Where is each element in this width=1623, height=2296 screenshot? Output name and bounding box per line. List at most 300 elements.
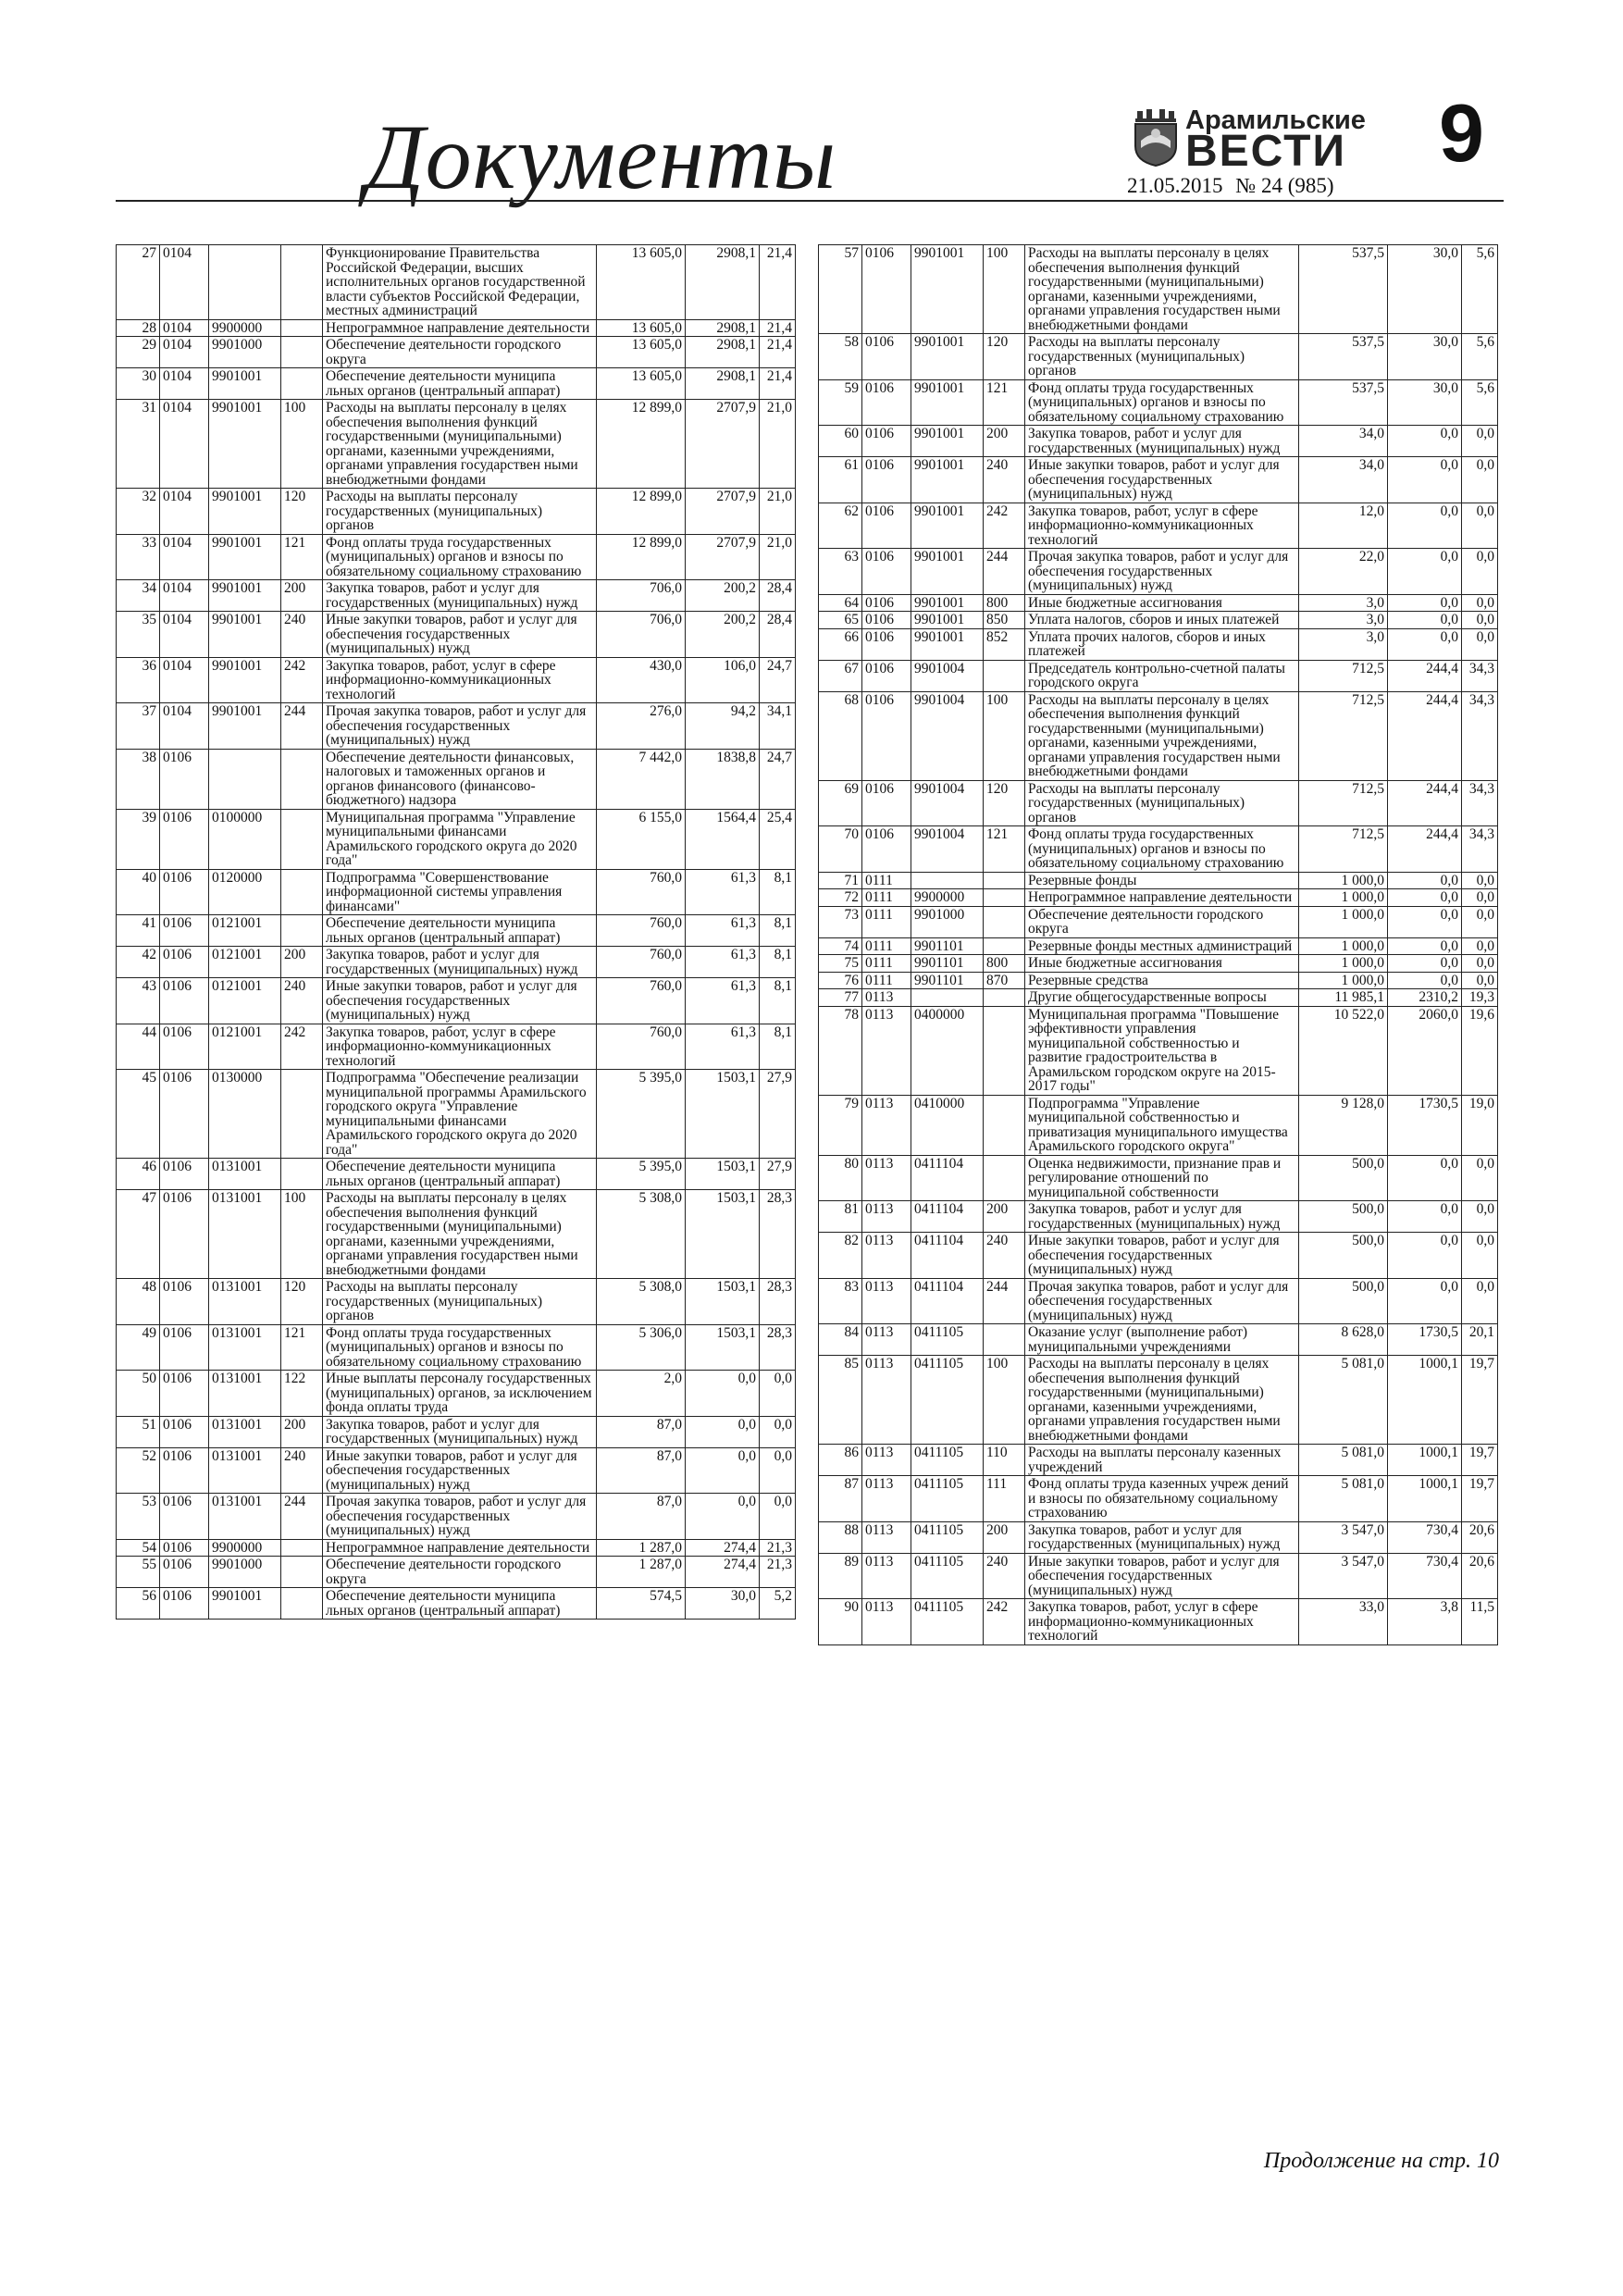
execution-percent: 21,0 xyxy=(760,534,796,580)
table-row xyxy=(819,1553,1498,1599)
expense-type-code: 200 xyxy=(281,947,323,978)
item-name: Фонд оплаты труда казенных учреж дений и взносы по обязательному социальному страхованию xyxy=(1025,1476,1299,1522)
row-number: 77 xyxy=(819,989,862,1007)
expense-type-code: 240 xyxy=(984,1233,1025,1279)
table-row xyxy=(819,691,1498,780)
planned-amount: 34,0 xyxy=(1299,426,1388,457)
row-number: 75 xyxy=(819,955,862,973)
expense-type-code xyxy=(984,872,1025,889)
item-name: Иные закупки товаров, работ и услуг для обеспечения государственных (муниципальных) нужд xyxy=(323,1447,597,1494)
row-number: 59 xyxy=(819,379,862,426)
header-divider xyxy=(116,200,1504,202)
section-code: 0106 xyxy=(862,503,911,549)
table-row xyxy=(117,657,796,703)
target-item-code: 9901001 xyxy=(209,580,281,612)
executed-amount: 0,0 xyxy=(1388,906,1462,937)
planned-amount: 12 899,0 xyxy=(597,489,686,535)
section-code: 0113 xyxy=(862,1233,911,1279)
item-name: Муниципальная программа "Управление муниципальными финансами Арамильского городского округа до 2020 года" xyxy=(323,809,597,869)
row-number: 33 xyxy=(117,534,160,580)
expense-type-code: 100 xyxy=(984,691,1025,780)
executed-amount: 0,0 xyxy=(686,1416,760,1447)
row-number: 28 xyxy=(117,319,160,337)
newspaper-logo xyxy=(1132,105,1381,176)
executed-amount: 1000,1 xyxy=(1388,1476,1462,1522)
expense-type-code: 852 xyxy=(984,628,1025,660)
target-item-code: 9901004 xyxy=(911,660,984,691)
target-item-code: 9901001 xyxy=(209,368,281,400)
section-code: 0106 xyxy=(862,379,911,426)
item-name: Иные закупки товаров, работ и услуг для обеспечения государственных (муниципальных) нужд xyxy=(1025,457,1299,503)
target-item-code: 0411104 xyxy=(911,1233,984,1279)
item-name: Иные закупки товаров, работ и услуг для обеспечения государственных (муниципальных) нужд xyxy=(1025,1553,1299,1599)
execution-percent: 5,6 xyxy=(1462,379,1498,426)
planned-amount: 13 605,0 xyxy=(597,245,686,320)
execution-percent: 0,0 xyxy=(1462,549,1498,595)
target-item-code: 0120000 xyxy=(209,869,281,915)
planned-amount: 12,0 xyxy=(1299,503,1388,549)
item-name: Обеспечение деятельности городского округа xyxy=(323,1557,597,1588)
item-name: Непрограммное направление деятельности xyxy=(323,1539,597,1557)
planned-amount: 5 308,0 xyxy=(597,1279,686,1325)
execution-percent: 11,5 xyxy=(1462,1599,1498,1645)
expense-type-code: 242 xyxy=(281,1024,323,1070)
item-name: Фонд оплаты труда государственных (муниципальных) органов и взносы по обязательному социальному страхованию xyxy=(1025,379,1299,426)
section-code: 0104 xyxy=(160,489,209,535)
target-item-code: 9901001 xyxy=(911,594,984,612)
executed-amount: 0,0 xyxy=(1388,594,1462,612)
table-row xyxy=(819,457,1498,503)
execution-percent: 0,0 xyxy=(1462,1278,1498,1324)
section-code: 0104 xyxy=(160,534,209,580)
target-item-code: 9901004 xyxy=(911,826,984,873)
item-name: Иные закупки товаров, работ и услуг для обеспечения государственных (муниципальных) нужд xyxy=(323,612,597,658)
table-row xyxy=(117,489,796,535)
executed-amount: 244,4 xyxy=(1388,780,1462,826)
section-code: 0106 xyxy=(862,549,911,595)
expense-type-code: 100 xyxy=(984,1356,1025,1445)
item-name: Расходы на выплаты персоналу в целях обеспечения выполнения функций государственными (муниципальными) органами, казенными учреждениями, органами управления государствен ными внебюджетными фондами xyxy=(1025,245,1299,334)
item-name: Обеспечение деятельности городского округа xyxy=(323,337,597,368)
item-name: Расходы на выплаты персоналу государственных (муниципальных) органов xyxy=(323,489,597,535)
row-number: 64 xyxy=(819,594,862,612)
execution-percent: 0,0 xyxy=(760,1494,796,1540)
item-name: Фонд оплаты труда государственных (муниципальных) органов и взносы по обязательному социальному страхованию xyxy=(323,1324,597,1371)
item-name: Уплата прочих налогов, сборов и иных платежей xyxy=(1025,628,1299,660)
section-code: 0106 xyxy=(160,1447,209,1494)
executed-amount: 244,4 xyxy=(1388,691,1462,780)
row-number: 62 xyxy=(819,503,862,549)
section-code: 0113 xyxy=(862,1521,911,1553)
executed-amount: 200,2 xyxy=(686,580,760,612)
executed-amount: 30,0 xyxy=(1388,379,1462,426)
planned-amount: 5 395,0 xyxy=(597,1159,686,1190)
execution-percent: 21,0 xyxy=(760,400,796,489)
section-code: 0106 xyxy=(160,1024,209,1070)
item-name: Расходы на выплаты персоналу в целях обеспечения выполнения функций государственными (муниципальными) органами, казенными учреждениями, органами управления государствен ными внебюджетными фондами xyxy=(1025,691,1299,780)
execution-percent: 21,4 xyxy=(760,245,796,320)
row-number: 52 xyxy=(117,1447,160,1494)
execution-percent: 28,4 xyxy=(760,612,796,658)
table-row xyxy=(117,1557,796,1588)
row-number: 50 xyxy=(117,1371,160,1417)
expense-type-code: 110 xyxy=(984,1445,1025,1476)
item-name: Непрограммное направление деятельности xyxy=(323,319,597,337)
issue-number: № 24 (985) xyxy=(1235,174,1334,197)
expense-type-code: 240 xyxy=(281,612,323,658)
row-number: 57 xyxy=(819,245,862,334)
section-code: 0111 xyxy=(862,889,911,907)
expense-type-code: 800 xyxy=(984,594,1025,612)
item-name: Прочая закупка товаров, работ и услуг для обеспечения государственных (муниципальных) нужд xyxy=(323,703,597,750)
row-number: 29 xyxy=(117,337,160,368)
planned-amount: 87,0 xyxy=(597,1416,686,1447)
row-number: 31 xyxy=(117,400,160,489)
section-code: 0106 xyxy=(160,869,209,915)
row-number: 70 xyxy=(819,826,862,873)
row-number: 42 xyxy=(117,947,160,978)
execution-percent: 0,0 xyxy=(1462,457,1498,503)
section-code: 0113 xyxy=(862,1324,911,1356)
item-name: Резервные фонды xyxy=(1025,872,1299,889)
section-code: 0111 xyxy=(862,937,911,955)
planned-amount: 3,0 xyxy=(1299,594,1388,612)
execution-percent: 0,0 xyxy=(1462,955,1498,973)
section-code: 0106 xyxy=(160,749,209,809)
section-code: 0106 xyxy=(160,1371,209,1417)
row-number: 43 xyxy=(117,978,160,1024)
execution-percent: 34,3 xyxy=(1462,660,1498,691)
section-code: 0113 xyxy=(862,1356,911,1445)
execution-percent: 34,3 xyxy=(1462,826,1498,873)
planned-amount: 8 628,0 xyxy=(1299,1324,1388,1356)
expense-type-code xyxy=(984,937,1025,955)
target-item-code: 0121001 xyxy=(209,947,281,978)
table-row xyxy=(117,809,796,869)
row-number: 44 xyxy=(117,1024,160,1070)
table-row xyxy=(819,1155,1498,1201)
target-item-code: 9901000 xyxy=(911,906,984,937)
item-name: Закупка товаров, работ и услуг для государственных (муниципальных) нужд xyxy=(323,580,597,612)
planned-amount: 1 287,0 xyxy=(597,1557,686,1588)
table-row xyxy=(819,1476,1498,1522)
execution-percent: 0,0 xyxy=(1462,612,1498,629)
executed-amount: 2707,9 xyxy=(686,489,760,535)
planned-amount: 712,5 xyxy=(1299,826,1388,873)
target-item-code: 9901001 xyxy=(911,426,984,457)
expense-type-code: 120 xyxy=(984,780,1025,826)
item-name: Закупка товаров, работ и услуг для государственных (муниципальных) нужд xyxy=(323,947,597,978)
target-item-code: 0411105 xyxy=(911,1356,984,1445)
planned-amount: 1 000,0 xyxy=(1299,937,1388,955)
planned-amount: 5 081,0 xyxy=(1299,1356,1388,1445)
row-number: 81 xyxy=(819,1201,862,1233)
planned-amount: 760,0 xyxy=(597,1024,686,1070)
row-number: 38 xyxy=(117,749,160,809)
executed-amount: 1503,1 xyxy=(686,1159,760,1190)
target-item-code: 9900000 xyxy=(209,319,281,337)
expense-type-code: 121 xyxy=(984,826,1025,873)
execution-percent: 0,0 xyxy=(1462,503,1498,549)
executed-amount: 730,4 xyxy=(1388,1553,1462,1599)
target-item-code: 0100000 xyxy=(209,809,281,869)
target-item-code: 0410000 xyxy=(911,1095,984,1155)
section-code: 0113 xyxy=(862,1095,911,1155)
item-name: Подпрограмма "Совершенствование информационной системы управления финансами" xyxy=(323,869,597,915)
execution-percent: 0,0 xyxy=(1462,937,1498,955)
item-name: Закупка товаров, работ, услуг в сфере информационно-коммуникационных технологий xyxy=(323,1024,597,1070)
section-code: 0113 xyxy=(862,1278,911,1324)
execution-percent: 21,3 xyxy=(760,1557,796,1588)
row-number: 85 xyxy=(819,1356,862,1445)
section-code: 0104 xyxy=(160,319,209,337)
planned-amount: 1 000,0 xyxy=(1299,872,1388,889)
expense-type-code xyxy=(281,337,323,368)
executed-amount: 200,2 xyxy=(686,612,760,658)
expense-type-code xyxy=(281,1539,323,1557)
item-name: Председатель контрольно-счетной палаты городского округа xyxy=(1025,660,1299,691)
item-name: Закупка товаров, работ и услуг для государственных (муниципальных) нужд xyxy=(1025,1201,1299,1233)
executed-amount: 2908,1 xyxy=(686,319,760,337)
target-item-code: 0411104 xyxy=(911,1155,984,1201)
target-item-code xyxy=(911,872,984,889)
expense-type-code: 870 xyxy=(984,972,1025,989)
expense-type-code xyxy=(281,1159,323,1190)
executed-amount: 244,4 xyxy=(1388,660,1462,691)
table-row xyxy=(117,749,796,809)
item-name: Расходы на выплаты персоналу государственных (муниципальных) органов xyxy=(1025,334,1299,380)
target-item-code: 0411105 xyxy=(911,1476,984,1522)
execution-percent: 19,7 xyxy=(1462,1356,1498,1445)
row-number: 49 xyxy=(117,1324,160,1371)
expense-type-code xyxy=(281,749,323,809)
execution-percent: 0,0 xyxy=(1462,594,1498,612)
row-number: 73 xyxy=(819,906,862,937)
target-item-code: 0411105 xyxy=(911,1324,984,1356)
item-name: Другие общегосударственные вопросы xyxy=(1025,989,1299,1007)
table-row xyxy=(819,1324,1498,1356)
execution-percent: 19,6 xyxy=(1462,1006,1498,1095)
planned-amount: 10 522,0 xyxy=(1299,1006,1388,1095)
item-name: Расходы на выплаты персоналу государственных (муниципальных) органов xyxy=(1025,780,1299,826)
executed-amount: 0,0 xyxy=(686,1447,760,1494)
section-code: 0106 xyxy=(160,1190,209,1279)
target-item-code: 0411105 xyxy=(911,1599,984,1645)
target-item-code: 0411105 xyxy=(911,1521,984,1553)
target-item-code: 9901001 xyxy=(911,457,984,503)
planned-amount: 500,0 xyxy=(1299,1155,1388,1201)
executed-amount: 0,0 xyxy=(1388,549,1462,595)
executed-amount: 94,2 xyxy=(686,703,760,750)
expense-type-code: 121 xyxy=(281,1324,323,1371)
expense-type-code: 122 xyxy=(281,1371,323,1417)
execution-percent: 0,0 xyxy=(1462,872,1498,889)
executed-amount: 3,8 xyxy=(1388,1599,1462,1645)
section-code: 0106 xyxy=(862,628,911,660)
table-row xyxy=(117,703,796,750)
section-code: 0106 xyxy=(160,915,209,947)
planned-amount: 760,0 xyxy=(597,869,686,915)
expense-type-code: 242 xyxy=(281,657,323,703)
executed-amount: 2060,0 xyxy=(1388,1006,1462,1095)
expense-type-code: 200 xyxy=(281,1416,323,1447)
executed-amount: 0,0 xyxy=(1388,1233,1462,1279)
row-number: 76 xyxy=(819,972,862,989)
target-item-code: 9901001 xyxy=(209,657,281,703)
execution-percent: 0,0 xyxy=(1462,972,1498,989)
execution-percent: 8,1 xyxy=(760,947,796,978)
item-name: Иные закупки товаров, работ и услуг для обеспечения государственных (муниципальных) нужд xyxy=(323,978,597,1024)
table-row xyxy=(819,989,1498,1007)
row-number: 48 xyxy=(117,1279,160,1325)
section-code: 0106 xyxy=(160,978,209,1024)
section-code: 0113 xyxy=(862,1553,911,1599)
expense-type-code: 240 xyxy=(281,1447,323,1494)
execution-percent: 19,7 xyxy=(1462,1476,1498,1522)
item-name: Иные закупки товаров, работ и услуг для обеспечения государственных (муниципальных) нужд xyxy=(1025,1233,1299,1279)
executed-amount: 1503,1 xyxy=(686,1070,760,1159)
planned-amount: 13 605,0 xyxy=(597,319,686,337)
row-number: 68 xyxy=(819,691,862,780)
expense-type-code: 111 xyxy=(984,1476,1025,1522)
item-name: Прочая закупка товаров, работ и услуг для обеспечения государственных (муниципальных) нужд xyxy=(323,1494,597,1540)
planned-amount: 3,0 xyxy=(1299,612,1388,629)
executed-amount: 1503,1 xyxy=(686,1324,760,1371)
table-row xyxy=(117,368,796,400)
executed-amount: 1730,5 xyxy=(1388,1095,1462,1155)
execution-percent: 0,0 xyxy=(760,1371,796,1417)
planned-amount: 1 000,0 xyxy=(1299,972,1388,989)
executed-amount: 2908,1 xyxy=(686,245,760,320)
section-code: 0113 xyxy=(862,1445,911,1476)
table-row xyxy=(819,334,1498,380)
expense-type-code: 100 xyxy=(984,245,1025,334)
target-item-code: 0121001 xyxy=(209,1024,281,1070)
table-row xyxy=(117,1324,796,1371)
section-code: 0113 xyxy=(862,989,911,1007)
expense-type-code: 242 xyxy=(984,1599,1025,1645)
table-row xyxy=(117,1416,796,1447)
target-item-code: 0131001 xyxy=(209,1279,281,1325)
executed-amount: 1838,8 xyxy=(686,749,760,809)
target-item-code: 9901001 xyxy=(209,703,281,750)
planned-amount: 13 605,0 xyxy=(597,337,686,368)
target-item-code: 9901000 xyxy=(209,1557,281,1588)
section-code: 0106 xyxy=(160,1159,209,1190)
executed-amount: 1503,1 xyxy=(686,1279,760,1325)
expense-type-code: 121 xyxy=(984,379,1025,426)
section-code: 0104 xyxy=(160,400,209,489)
target-item-code: 0411104 xyxy=(911,1201,984,1233)
execution-percent: 28,3 xyxy=(760,1190,796,1279)
row-number: 63 xyxy=(819,549,862,595)
target-item-code: 0131001 xyxy=(209,1416,281,1447)
executed-amount: 61,3 xyxy=(686,1024,760,1070)
item-name: Обеспечение деятельности муниципа льных органов (центральный аппарат) xyxy=(323,1588,597,1620)
section-code: 0113 xyxy=(862,1006,911,1095)
expense-type-code: 240 xyxy=(984,1553,1025,1599)
expense-type-code: 200 xyxy=(984,426,1025,457)
item-name: Оказание услуг (выполнение работ) муниципальными учреждениями xyxy=(1025,1324,1299,1356)
row-number: 39 xyxy=(117,809,160,869)
item-name: Функционирование Правительства Российской Федерации, высших исполнительных органов государственной власти субъектов Российской Федерации, местных администраций xyxy=(323,245,597,320)
item-name: Закупка товаров, работ и услуг для государственных (муниципальных) нужд xyxy=(323,1416,597,1447)
issue-info xyxy=(1127,174,1342,198)
execution-percent: 20,1 xyxy=(1462,1324,1498,1356)
execution-percent: 0,0 xyxy=(760,1416,796,1447)
table-row xyxy=(819,1356,1498,1445)
expense-type-code: 120 xyxy=(984,334,1025,380)
expense-type-code xyxy=(281,915,323,947)
table-row xyxy=(117,337,796,368)
execution-percent: 21,3 xyxy=(760,1539,796,1557)
row-number: 87 xyxy=(819,1476,862,1522)
execution-percent: 21,0 xyxy=(760,489,796,535)
execution-percent: 21,4 xyxy=(760,337,796,368)
target-item-code: 9901001 xyxy=(911,612,984,629)
planned-amount: 2,0 xyxy=(597,1371,686,1417)
execution-percent: 20,6 xyxy=(1462,1553,1498,1599)
budget-table-left-body xyxy=(117,245,796,1620)
executed-amount: 0,0 xyxy=(1388,889,1462,907)
item-name: Обеспечение деятельности муниципа льных органов (центральный аппарат) xyxy=(323,1159,597,1190)
execution-percent: 19,3 xyxy=(1462,989,1498,1007)
planned-amount: 574,5 xyxy=(597,1588,686,1620)
executed-amount: 274,4 xyxy=(686,1539,760,1557)
table-row xyxy=(117,400,796,489)
table-row xyxy=(117,1024,796,1070)
item-name: Закупка товаров, работ и услуг для государственных (муниципальных) нужд xyxy=(1025,426,1299,457)
section-code: 0113 xyxy=(862,1155,911,1201)
budget-table-left xyxy=(116,244,796,1620)
table-row xyxy=(117,534,796,580)
section-code: 0104 xyxy=(160,245,209,320)
table-row xyxy=(819,245,1498,334)
table-row xyxy=(819,1521,1498,1553)
execution-percent: 8,1 xyxy=(760,915,796,947)
expense-type-code xyxy=(281,1588,323,1620)
table-row xyxy=(819,826,1498,873)
row-number: 30 xyxy=(117,368,160,400)
target-item-code: 0411104 xyxy=(911,1278,984,1324)
table-row xyxy=(819,628,1498,660)
executed-amount: 1564,4 xyxy=(686,809,760,869)
execution-percent: 0,0 xyxy=(1462,426,1498,457)
table-row xyxy=(117,947,796,978)
item-name: Иные бюджетные ассигнования xyxy=(1025,594,1299,612)
table-row xyxy=(117,1539,796,1557)
planned-amount: 12 899,0 xyxy=(597,400,686,489)
table-row xyxy=(819,660,1498,691)
section-code: 0106 xyxy=(160,1324,209,1371)
target-item-code: 9901001 xyxy=(911,628,984,660)
row-number: 55 xyxy=(117,1557,160,1588)
section-code: 0104 xyxy=(160,612,209,658)
target-item-code: 9900000 xyxy=(911,889,984,907)
expense-type-code xyxy=(984,989,1025,1007)
section-code: 0106 xyxy=(160,947,209,978)
row-number: 65 xyxy=(819,612,862,629)
item-name: Закупка товаров, работ, услуг в сфере информационно-коммуникационных технологий xyxy=(1025,503,1299,549)
table-row xyxy=(117,1494,796,1540)
continuation-note: Продолжение на стр. 10 xyxy=(1263,2149,1499,2173)
planned-amount: 5 306,0 xyxy=(597,1324,686,1371)
target-item-code: 9901001 xyxy=(911,334,984,380)
item-name: Расходы на выплаты персоналу в целях обеспечения выполнения функций государственными (муниципальными) органами, казенными учреждениями, органами управления государствен ными внебюджетными фондами xyxy=(1025,1356,1299,1445)
executed-amount: 730,4 xyxy=(1388,1521,1462,1553)
row-number: 78 xyxy=(819,1006,862,1095)
item-name: Подпрограмма "Управление муниципальной собственностью и приватизация муниципального имущества Арамильского городского округа" xyxy=(1025,1095,1299,1155)
